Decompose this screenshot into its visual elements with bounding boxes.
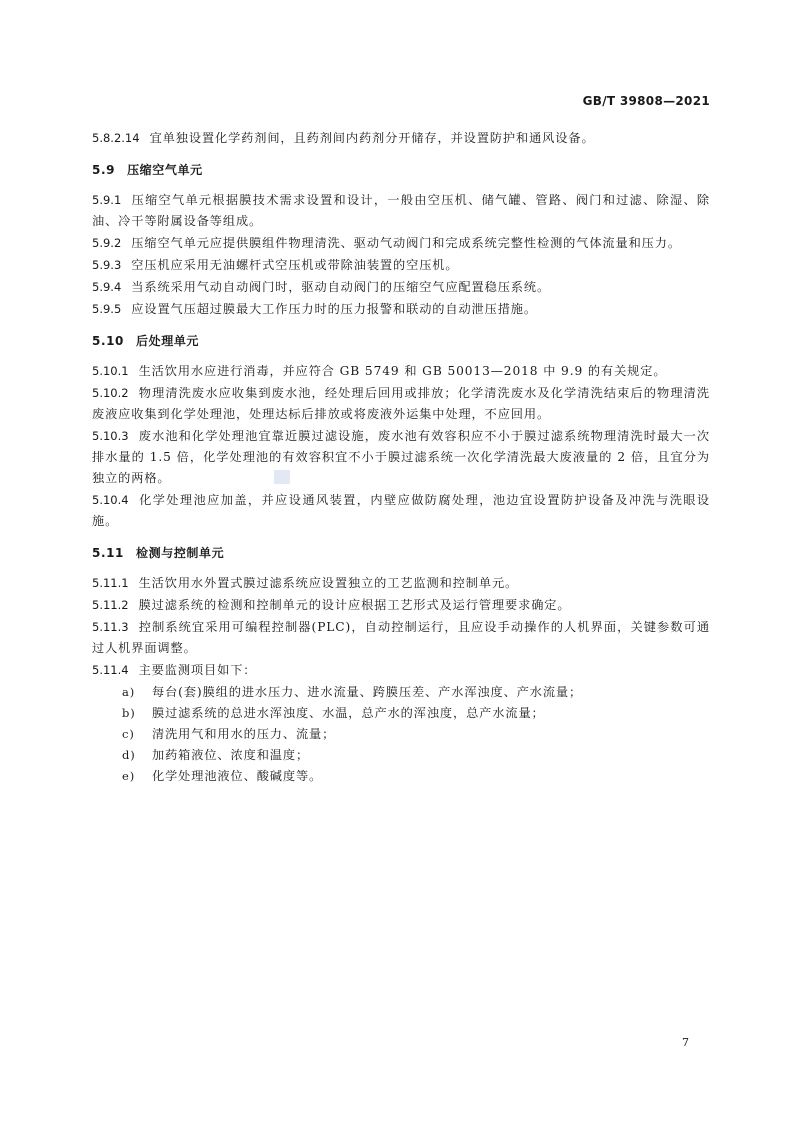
clause-number: 5.10.4 [92, 493, 129, 507]
clause-5-11-1 [92, 573, 710, 594]
clause-text: 当系统采用气动自动阀门时，驱动自动阀门的压缩空气应配置稳压系统。 [131, 280, 551, 294]
clause-5-9-3 [92, 255, 710, 276]
clause-5-9-4 [92, 277, 710, 298]
list-item-label: c) [122, 727, 135, 741]
document-body [92, 128, 710, 787]
section-title: 压缩空气单元 [127, 163, 203, 177]
list-item [92, 766, 710, 787]
list-item-label: d) [122, 748, 136, 762]
clause-text: 生活饮用水外置式膜过滤系统应设置独立的工艺监测和控制单元。 [138, 576, 519, 590]
list-item-text: 膜过滤系统的总进水浑浊度、水温，总产水的浑浊度，总产水流量； [152, 706, 545, 720]
list-item-text: 每台(套)膜组的进水压力、进水流量、跨膜压差、产水浑浊度、产水流量； [152, 685, 583, 699]
section-number: 5.11 [92, 546, 125, 560]
clause-text: 主要监测项目如下： [138, 663, 257, 677]
clause-text: 压缩空气单元根据膜技术需求设置和设计，一般由空压机、储气罐、管路、阀门和过滤、除湿、除油、冷干等附属设备等组成。 [92, 193, 710, 228]
clause-5-9-1 [92, 190, 710, 232]
list-item-text: 清洗用气和用水的压力、流量； [152, 727, 336, 741]
clause-number: 5.9.1 [92, 193, 122, 207]
clause-text: 宜单独设置化学药剂间，且药剂间内药剂分开储存，并设置防护和通风设备。 [149, 131, 595, 145]
clause-text: 物理清洗废水应收集到废水池，经处理后回用或排放；化学清洗废水及化学清洗结束后的物理清洗废液应收集到化学处理池，处理达标后排放或将废液外运集中处理，不应回用。 [92, 386, 710, 421]
section-title: 后处理单元 [136, 334, 200, 348]
section-title: 检测与控制单元 [136, 546, 225, 560]
clause-number: 5.11.1 [92, 576, 129, 590]
clause-number: 5.9.4 [92, 280, 122, 294]
monitoring-items-list [92, 682, 710, 787]
clause-5-8-2-14 [92, 128, 710, 149]
clause-text: 压缩空气单元应提供膜组件物理清洗、驱动气动阀门和完成系统完整性检测的气体流量和压力。 [131, 236, 681, 250]
clause-number: 5.11.4 [92, 663, 129, 677]
page-number: 7 [682, 1036, 689, 1049]
list-item-label: a) [122, 685, 136, 699]
clause-5-9-5 [92, 299, 710, 320]
clause-text: 生活饮用水应进行消毒，并应符合 GB 5749 和 GB 50013—2018 中 9.9 的有关规定。 [138, 364, 667, 378]
clause-number: 5.9.5 [92, 302, 122, 316]
clause-5-11-4 [92, 660, 710, 681]
list-item [92, 745, 710, 766]
list-item-text: 化学处理池液位、酸碱度等。 [152, 769, 323, 783]
list-item [92, 724, 710, 745]
clause-text: 废水池和化学处理池宜靠近膜过滤设施，废水池有效容积应不小于膜过滤系统物理清洗时最大一次排水量的 1.5 倍，化学处理池的有效容积宜不小于膜过滤系统一次化学清洗最大废液量的 2 倍，且宜分为独立的两格。 [92, 429, 710, 485]
list-item [92, 703, 710, 724]
clause-text: 化学处理池应加盖，并应设通风装置，内壁应做防腐处理，池边宜设置防护设备及冲洗与洗眼设施。 [92, 493, 710, 528]
list-item-label: b) [122, 706, 136, 720]
clause-5-10-4 [92, 490, 710, 532]
clause-text: 空压机应采用无油螺杆式空压机或带除油装置的空压机。 [131, 258, 459, 272]
clause-number: 5.9.2 [92, 236, 122, 250]
clause-number: 5.11.3 [92, 620, 129, 634]
clause-5-10-1 [92, 361, 710, 382]
clause-number: 5.9.3 [92, 258, 122, 272]
clause-5-9-2 [92, 233, 710, 254]
section-heading-5-10 [92, 331, 710, 352]
clause-5-10-2 [92, 383, 710, 425]
section-number: 5.9 [92, 163, 116, 177]
list-item-label: e) [122, 769, 136, 783]
clause-number: 5.10.3 [92, 429, 129, 443]
standard-number: GB/T 39808—2021 [582, 94, 710, 108]
clause-number: 5.8.2.14 [92, 131, 140, 145]
section-heading-5-9 [92, 160, 710, 181]
clause-text: 应设置气压超过膜最大工作压力时的压力报警和联动的自动泄压措施。 [131, 302, 537, 316]
clause-5-10-3 [92, 426, 710, 489]
section-number: 5.10 [92, 334, 125, 348]
section-heading-5-11 [92, 543, 710, 564]
clause-5-11-2 [92, 595, 710, 616]
clause-number: 5.10.2 [92, 386, 129, 400]
list-item [92, 682, 710, 703]
clause-text: 膜过滤系统的检测和控制单元的设计应根据工艺形式及运行管理要求确定。 [138, 598, 571, 612]
clause-number: 5.11.2 [92, 598, 129, 612]
clause-5-11-3 [92, 617, 710, 659]
clause-text: 控制系统宜采用可编程控制器(PLC)，自动控制运行，且应设手动操作的人机界面，关键参数可通过人机界面调整。 [92, 620, 710, 655]
list-item-text: 加药箱液位、浓度和温度； [152, 748, 310, 762]
clause-number: 5.10.1 [92, 364, 129, 378]
